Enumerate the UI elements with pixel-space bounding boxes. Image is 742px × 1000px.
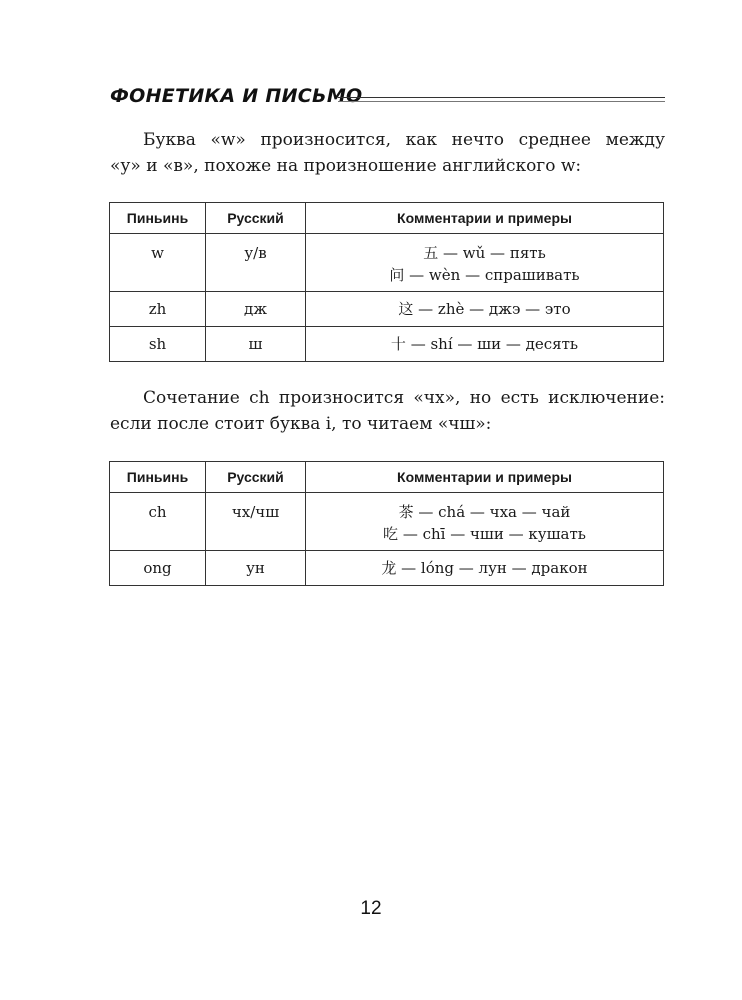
example-line: 茶 — chá — чха — чай [398, 503, 571, 521]
paragraph-line: «у» и «в», похоже на произношение английского w: [110, 156, 582, 176]
examples-cell [306, 234, 664, 292]
column-header-russian: Русский [206, 462, 306, 493]
column-header-pinyin: Пиньинь [110, 462, 206, 493]
column-header-examples: Комментарии и примеры [306, 462, 664, 493]
page-number: 12 [360, 898, 382, 919]
column-header-examples: Комментарии и примеры [306, 203, 664, 234]
pronunciation-table-2 [109, 461, 664, 586]
pinyin-cell: w [110, 234, 206, 292]
section-title: ФОНЕТИКА И ПИСЬМО [110, 85, 363, 107]
table-row [110, 327, 664, 362]
table-row [110, 292, 664, 327]
russian-cell: ун [206, 551, 306, 586]
table-row [110, 234, 664, 292]
paragraph-line: Буква «w» произносится, как нечто среднее между [143, 130, 665, 150]
russian-cell: ш [206, 327, 306, 362]
examples-cell [306, 551, 664, 586]
example-line: 问 — wèn — спрашивать [389, 266, 580, 284]
paragraph-line: Сочетание ch произносится «чх», но есть исключение: [143, 388, 665, 408]
examples-cell [306, 493, 664, 551]
examples-cell [306, 327, 664, 362]
example-line: 吃 — chī — чши — кушать [383, 525, 586, 543]
table-row [110, 551, 664, 586]
section-header [110, 85, 665, 115]
table-header-row [110, 462, 664, 493]
table-header-row [110, 203, 664, 234]
pinyin-cell: ong [110, 551, 206, 586]
russian-cell: дж [206, 292, 306, 327]
example-line: 十 — shí — ши — десять [390, 335, 579, 353]
russian-cell: у/в [206, 234, 306, 292]
table-row [110, 493, 664, 551]
title-double-rule [338, 97, 665, 101]
column-header-pinyin: Пиньинь [110, 203, 206, 234]
pinyin-cell: sh [110, 327, 206, 362]
example-line: 这 — zhè — джэ — это [398, 300, 571, 318]
paragraph-w-intro [110, 127, 665, 179]
examples-cell [306, 292, 664, 327]
paragraph-line: если после стоит буква i, то читаем «чш»: [110, 414, 492, 434]
russian-cell: чх/чш [206, 493, 306, 551]
paragraph-ch-intro [110, 385, 665, 437]
column-header-russian: Русский [206, 203, 306, 234]
example-line: 五 — wǔ — пять [423, 244, 546, 262]
pinyin-cell: zh [110, 292, 206, 327]
pronunciation-table-1 [109, 202, 664, 362]
pinyin-cell: ch [110, 493, 206, 551]
example-line: 龙 — lóng — лун — дракон [381, 559, 588, 577]
